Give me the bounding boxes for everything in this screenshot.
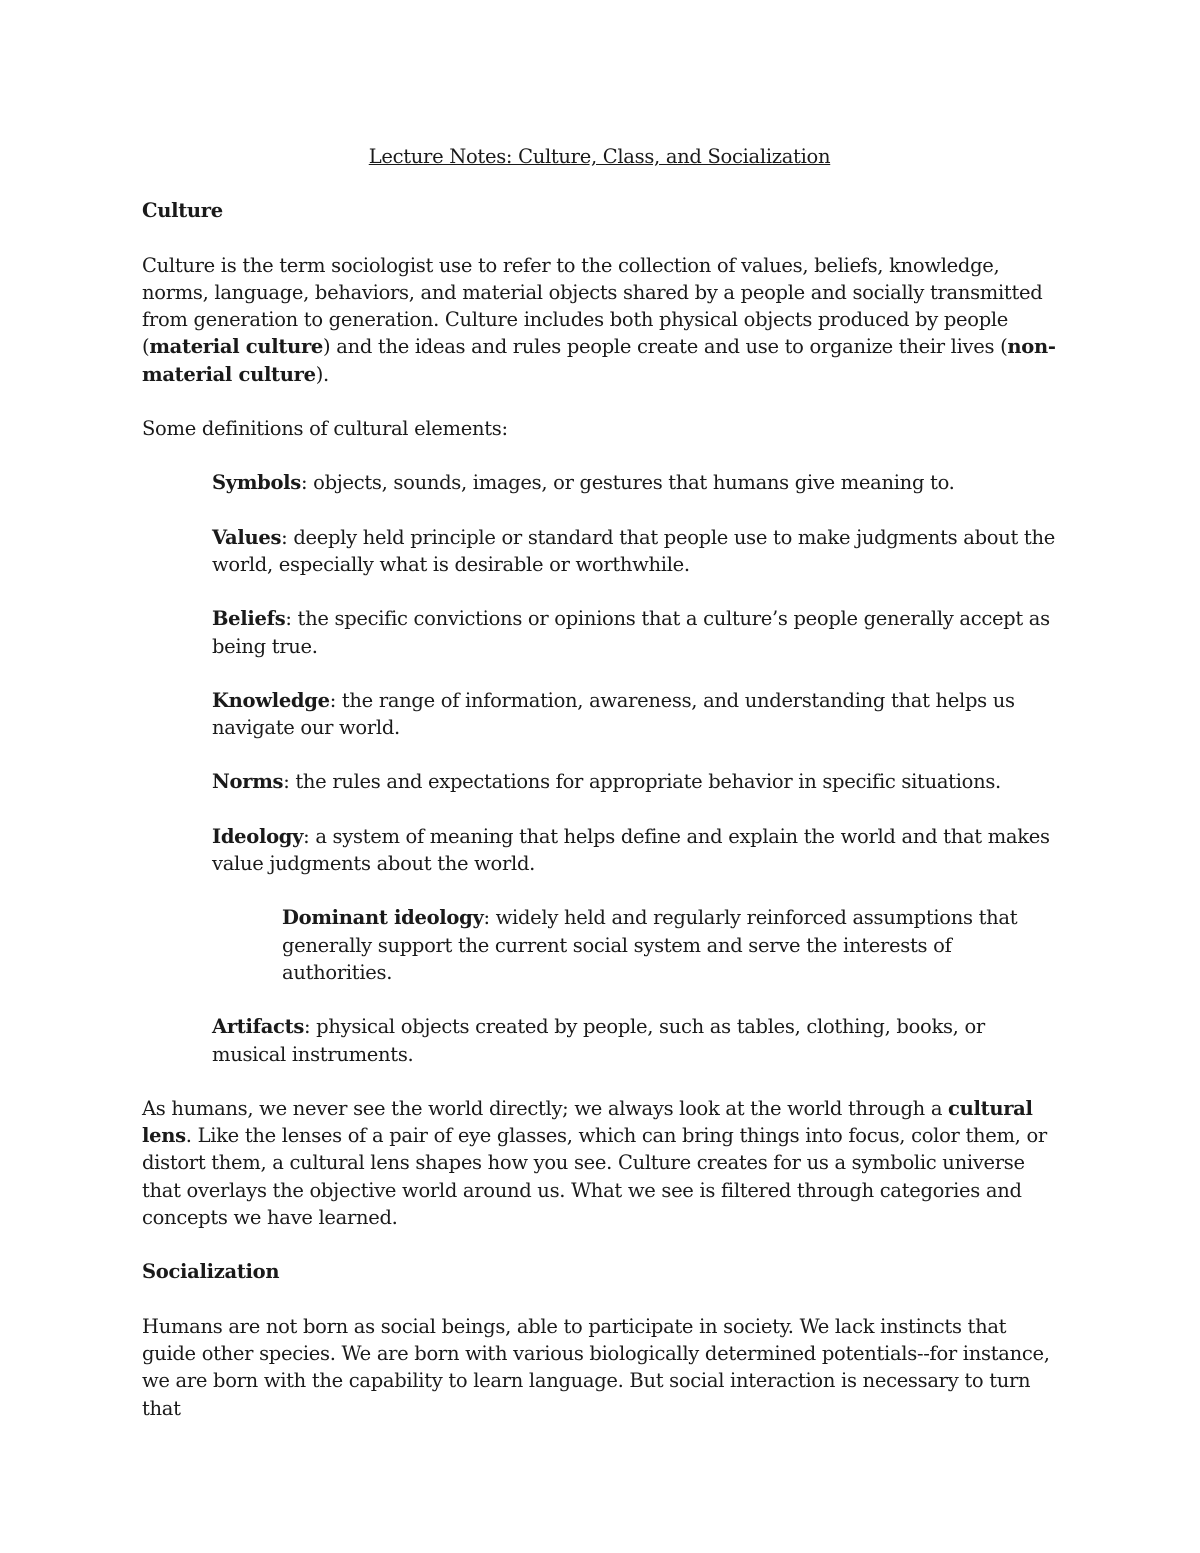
- definition-term: Knowledge: [212, 688, 330, 712]
- lens-text-2: . Like the lenses of a pair of eye glasses, which can bring things into focus, color them, or distort them, a cultural lens shapes how you see. Culture creates for us a symbolic universe that overlays the objective world around us. What we see is filtered through categories and concepts we have learned.: [142, 1124, 1047, 1230]
- definitions-list: [212, 469, 1057, 1067]
- definition-item: [212, 687, 1057, 742]
- definition-text: : physical objects created by people, such as tables, clothing, books, or musical instruments.: [212, 1015, 985, 1066]
- cultural-lens-paragraph: [142, 1095, 1057, 1231]
- definition-term: Symbols: [212, 471, 301, 495]
- definition-text: : objects, sounds, images, or gestures that humans give meaning to.: [300, 471, 955, 495]
- socialization-paragraph: Humans are not born as social beings, able to participate in society. We lack instincts that guide other species. We are born with various biologically determined potentials--for instance, we are born with the capability to learn language. But social interaction is necessary to turn that: [142, 1314, 1050, 1420]
- definition-term: Artifacts: [212, 1015, 305, 1039]
- definition-item: [212, 524, 1057, 579]
- culture-intro-text-3: ).: [315, 362, 329, 386]
- term-cultural-lens: cultural lens: [142, 1096, 1033, 1148]
- definition-term: Norms: [212, 770, 284, 794]
- definition-item: [212, 1013, 1057, 1068]
- term-material-culture: material culture: [149, 335, 324, 359]
- culture-intro-text-2: ) and the ideas and rules people create and use to organize their lives (: [323, 335, 1008, 359]
- section-heading-culture: Culture: [142, 199, 223, 223]
- definition-text: : the rules and expectations for appropriate behavior in specific situations.: [283, 770, 1001, 794]
- document-title: Lecture Notes: Culture, Class, and Socialization: [368, 145, 831, 168]
- definition-term: Beliefs: [212, 607, 286, 631]
- definition-item: [212, 605, 1057, 660]
- definition-term: Values: [212, 525, 282, 549]
- culture-intro-paragraph: [142, 252, 1057, 388]
- definition-text: : widely held and regularly reinforced assumptions that generally support the current social system and serve the interests of authorities.: [282, 906, 1018, 984]
- definition-text: : deeply held principle or standard that people use to make judgments about the world, especially what is desirable or worthwhile.: [212, 525, 1055, 576]
- definition-term: Ideology: [212, 824, 304, 848]
- sub-definition-item: [282, 904, 1057, 986]
- definition-text: : a system of meaning that helps define and explain the world and that makes value judgments about the world.: [212, 824, 1050, 876]
- definition-text: : the range of information, awareness, and understanding that helps us navigate our world.: [212, 688, 1015, 740]
- section-heading-socialization: Socialization: [142, 1260, 280, 1284]
- culture-intro-text-1: Culture is the term sociologist use to refer to the collection of values, beliefs, knowledge, norms, language, behaviors, and material objects shared by a people and socially transmitted from generation to generation. Culture includes both physical objects produced by people (: [142, 253, 1043, 359]
- lens-text-1: As humans, we never see the world directly; we always look at the world through a: [142, 1096, 949, 1120]
- term-non-material-culture: non-material culture: [142, 335, 1056, 386]
- definition-item: [212, 768, 1057, 795]
- definitions-lead: Some definitions of cultural elements:: [142, 417, 508, 441]
- definition-text: : the specific convictions or opinions that a culture’s people generally accept as being true.: [212, 607, 1050, 658]
- definition-term: Dominant ideology: [282, 906, 484, 930]
- definition-item: [212, 823, 1057, 878]
- definition-item: [212, 469, 1057, 496]
- document-page: [142, 143, 1057, 1449]
